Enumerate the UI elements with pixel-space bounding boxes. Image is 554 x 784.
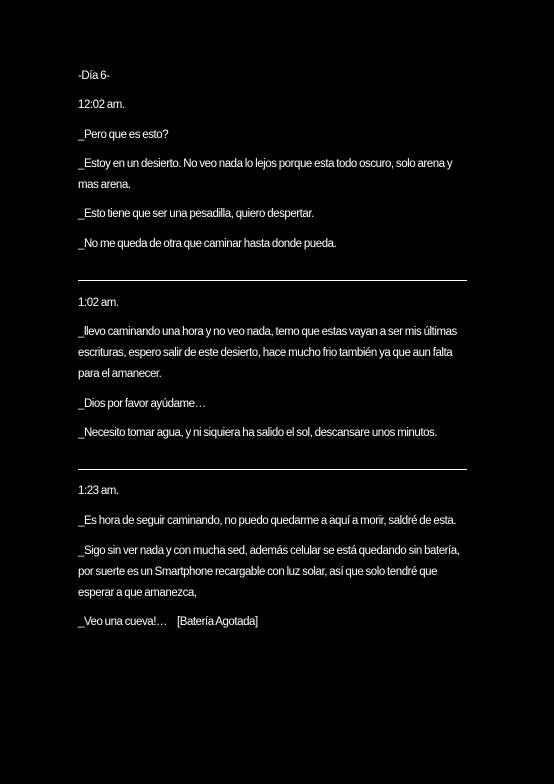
paragraph-line: mas arena.: [78, 179, 131, 191]
entry-3-paragraph-1: [78, 511, 478, 532]
battery-note: [Batería Agotada]: [176, 616, 258, 628]
paragraph-line: para el amanecer.: [78, 368, 162, 380]
paragraph-line: _Estoy en un desierto. No veo nada lo lejos porque esta todo oscuro, solo arena y: [78, 158, 453, 170]
entry-2-paragraph-3: [78, 423, 478, 444]
paragraph-line: _Es hora de seguir caminando, no puedo quedarme a aquí a morir, saldré de esta.: [78, 515, 457, 527]
paragraph-line: _Dios por favor ayúdame…: [78, 398, 206, 410]
section-divider: [78, 469, 467, 470]
paragraph-line: esperar a que amanezca,: [78, 587, 197, 599]
entry-3-paragraph-2: [78, 541, 478, 604]
paragraph-line: _Pero que es esto?: [78, 129, 169, 141]
paragraph-line: _Necesito tomar agua, y ni siquiera ha salido el sol, descansare unos minutos.: [78, 427, 438, 439]
timestamp: 1:02 am.: [78, 297, 119, 309]
timestamp: 1:23 am.: [78, 485, 119, 497]
section-divider: [78, 280, 467, 281]
day-heading: [78, 66, 478, 87]
paragraph-line: _Sigo sin ver nada y con mucha sed, además celular se está quedando sin batería,: [78, 545, 460, 557]
entry-2-paragraph-1: [78, 322, 478, 385]
entry-3-final-line: [78, 612, 478, 633]
day-heading-text: -Día 6-: [78, 70, 110, 82]
entry-1-time: [78, 95, 478, 116]
paragraph-line: _No me queda de otra que caminar hasta donde pueda.: [78, 238, 337, 250]
paragraph-line: _llevo caminando una hora y no veo nada, temo que estas vayan a ser mis últimas: [78, 326, 457, 338]
paragraph-line: _Esto tiene que ser una pesadilla, quiero despertar.: [78, 208, 314, 220]
entry-1-paragraph-2: [78, 154, 478, 196]
entry-1-paragraph-3: [78, 204, 478, 225]
entry-3-time: [78, 481, 478, 502]
entry-2-paragraph-2: [78, 394, 478, 415]
timestamp: 12:02 am.: [78, 99, 125, 111]
paragraph-line: por suerte es un Smartphone recargable con luz solar, así que solo tendré que: [78, 566, 438, 578]
entry-1-paragraph-4: [78, 234, 478, 255]
entry-2-time: [78, 293, 478, 314]
entry-1-paragraph-1: [78, 125, 478, 146]
final-text: _Veo una cueva!…: [78, 616, 167, 628]
paragraph-line: escrituras, espero salir de este desierto, hace mucho frio también ya que aun falta: [78, 347, 453, 359]
final-line: [78, 612, 478, 633]
